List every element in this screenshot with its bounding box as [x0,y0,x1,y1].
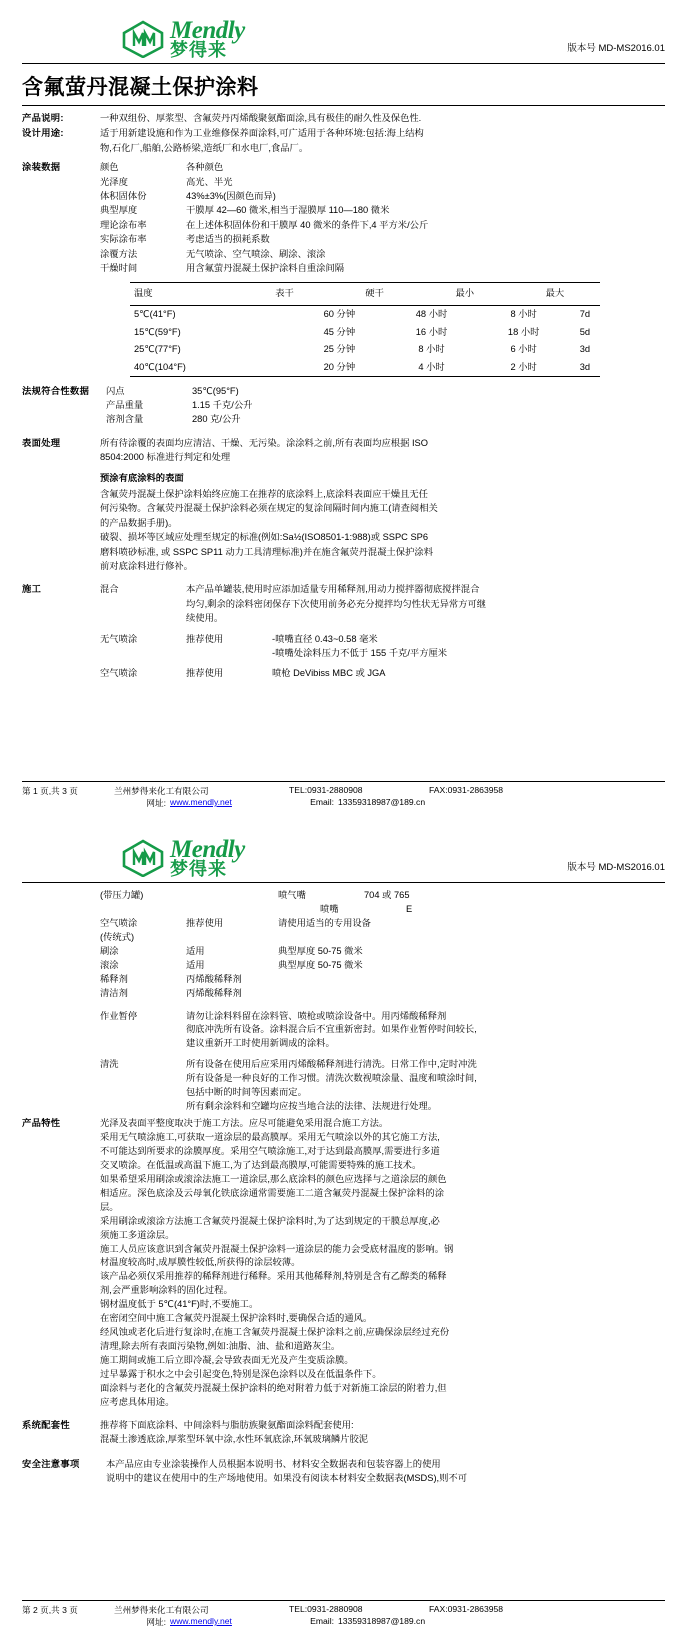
pause-line: 请勿让涂料料留在涂料管、喷枪或喷涂设备中。用丙烯酸稀释剂 [186,1010,447,1021]
properties-line: 该产品必须仅采用推荐的稀释剂进行稀释。采用其他稀释剂,特别是含有乙醇类的稀释 [100,1271,447,1282]
coating-value: 43%±3%(因颜色而异) [186,191,276,202]
cure-cell: 5d [579,326,591,337]
footer-web-label: 网址: [146,1617,166,1627]
product-desc-row [22,111,665,125]
properties-line: 施工人员应该意识到含氟荧丹混凝土保护涂料一道涂层的能力会受底材温度的影响。钢 [100,1243,454,1254]
system-compat-label: 系统配套性 [22,1419,70,1430]
brand-name-cn: 梦得来 [170,40,227,60]
cure-cell: 6 小时 [510,344,537,355]
clean-line: 包括中断的时间等因素而定。 [186,1087,307,1098]
properties-line: 钢材温度低于 5℃(41°F)时,不要施工。 [100,1299,259,1310]
footer-email-label: Email: [310,797,334,807]
system-line: 混凝土渗透底涂,厚浆型环氧中涂,水性环氧底涂,环氧玻璃鳞片胶泥 [100,1433,369,1444]
coating-data-item [100,160,665,174]
coating-value: 考虑适当的损耗系数 [186,234,270,245]
system-compat-text [100,1419,665,1447]
coating-value: 用含氟萤丹混凝土保护涂料自重涂间隔 [186,263,345,274]
coating-key: 颜色 [100,162,119,173]
coating-data-item [100,175,665,189]
page-title: 含氟萤丹混凝土保护涂料 [22,75,259,99]
properties-line: 材温度较高时,成厚膜性较低,所获得的涂层较薄。 [100,1257,301,1268]
footer-fax: FAX:0931-2863958 [429,1604,504,1614]
brand-block [22,837,245,878]
regulatory-item [106,412,665,426]
page2-footer [22,1600,665,1628]
spray-key: (传统式) [100,931,135,942]
cure-cell: 20 分钟 [323,361,356,372]
cure-cell: 3d [579,361,591,372]
spray-recommend: 适用 [186,945,205,956]
work-pause-block [100,1010,665,1052]
coating-key: 理论涂布率 [100,219,147,230]
table-row [100,987,665,1001]
safety-row [22,1458,665,1486]
table-row [130,323,600,340]
coating-data-item [100,247,665,261]
clean-line: 所有设备是一种良好的工作习惯。清洗次数视喷涂量、温度和喷涂时间, [186,1073,477,1084]
regulatory-row [22,384,665,427]
cure-col-temp: 温度 [134,288,153,299]
spray-key: (带压力罐) [100,890,144,900]
properties-line: 须施工多道涂层。 [100,1229,175,1240]
table-row [130,306,600,323]
air-spray-block [100,666,665,680]
coating-value: 无气喷涂、空气喷涂、刷涂、滚涂 [186,248,326,259]
page1-footer [22,781,665,809]
footer-web-url[interactable]: www.mendly.net [170,797,232,807]
surface-prep-text [100,436,665,574]
brand-block [22,18,245,59]
properties-line: 在密闭空间中施工含氟荧丹混凝土保护涂料时,要确保合适的通风。 [100,1313,373,1324]
spray-recommend: 丙烯酸稀释剂 [186,987,242,998]
regulatory-key: 溶剂含量 [106,414,144,425]
design-use-text [100,126,665,155]
cure-cell: 25 分钟 [323,344,356,355]
design-use-row [22,126,665,155]
page1-body [22,111,665,681]
cure-cell: 40℃(104°F) [134,361,186,372]
airless-spray-block [100,632,665,661]
mendly-logo-icon [122,20,164,58]
table-row [100,931,665,945]
properties-line: 不可能达到所要求的涂膜厚度。采用空气喷涂施工,对于达到最高膜厚,需要进行多道 [100,1145,440,1156]
properties-row [22,1117,665,1410]
properties-text [100,1117,665,1410]
spray-key [100,903,186,917]
cure-col-hard: 硬干 [365,288,384,299]
spray-equipment-table [100,889,665,1001]
brand-text [170,18,245,59]
footer-email: 13359318987@189.cn [338,1616,426,1626]
spray-recommend: 推荐使用 [186,917,224,928]
surface-prep-line: 含氟荧丹混凝土保护涂料始终应施工在推荐的底涂料上,底涂料表面应干燥且无任 [100,488,428,499]
header-divider [22,882,665,883]
product-desc-label: 产品说明: [22,113,64,123]
coating-data-item [100,189,665,203]
system-line: 推荐将下面底涂料、中间涂料与脂肪族聚氨酯面涂料配套使用: [100,1419,354,1430]
cure-cell: 45 分钟 [323,326,356,337]
properties-line: 面涂料与老化的含氟荧丹混凝土保护涂料的绝对附着力低于对新施工涂层的附着力,但 [100,1382,447,1393]
clean-value [186,1058,665,1114]
table-row [100,903,665,917]
properties-line: 应考虑具体用途。 [100,1396,175,1407]
mixing-line: 续使用。 [186,613,224,624]
coating-data-item [100,203,665,217]
coating-data-row [22,160,665,275]
table-row [130,341,600,358]
version-label: 版本号 MD-MS2016.01 [567,862,665,873]
mixing-block [100,582,665,625]
cure-cell: 3d [579,344,591,355]
air-line: 喷枪 DeVibiss MBC 或 JGA [272,668,386,679]
coating-data-item [100,218,665,232]
spray-mid: 喷气嘴 [278,890,306,900]
pause-value [186,1010,665,1052]
properties-line: 清理,除去所有表面污染物,例如:油脂、油、盐和道路灰尘。 [100,1341,341,1352]
cure-cell: 4 小时 [418,361,445,372]
coating-key: 实际涂布率 [100,234,147,245]
mixing-line: 本产品单罐装,使用时应添加适量专用稀释剂,用动力搅拌器彻底搅拌混合 [186,584,480,595]
cure-table [130,282,600,376]
properties-line: 采用无气喷涂施工,可获取一道涂层的最高膜厚。采用无气喷涂以外的其它施工方法, [100,1132,440,1142]
brand-name: Mendly [170,17,245,44]
surface-prep-label: 表面处理 [22,437,61,448]
mendly-logo-icon [122,839,164,877]
footer-web-link[interactable] [170,797,290,809]
coating-key: 光泽度 [100,176,128,187]
cure-cell: 8 小时 [418,344,445,355]
regulatory-key: 闪点 [106,385,125,396]
table-row [100,945,665,959]
coating-data-list [100,160,665,275]
clean-line: 所有设备在使用后应采用丙烯酸稀释剂进行清洗。日常工作中,定时冲洗 [186,1059,477,1070]
mixing-value [186,582,665,625]
spray-val: E [406,903,413,914]
air-value [186,666,665,680]
safety-line: 说明中的建议在使用中的生产场地使用。如果没有阅读本材料安全数据表(MSDS),则不可 [106,1472,468,1483]
spray-val: 704 或 765 [364,890,410,900]
safety-text [106,1458,665,1486]
coating-data-label: 涂装数据 [22,162,61,173]
regulatory-value: 280 克/公升 [192,414,241,425]
version-label: 版本号 MD-MS2016.01 [567,43,665,54]
footer-tel: TEL:0931-2880908 [289,785,363,795]
airless-recommend: 推荐使用 [186,633,224,644]
cure-cell: 5℃(41°F) [134,309,176,320]
application-body [100,582,665,680]
properties-line: 剂,会严重影响涂料的固化过程。 [100,1285,233,1296]
properties-label: 产品特性 [22,1118,61,1129]
regulatory-label: 法规符合性数据 [22,385,90,396]
table-row [100,889,665,903]
title-divider [22,105,665,106]
coating-value: 各种颜色 [186,162,224,173]
regulatory-value: 35℃(95°F) [192,385,239,396]
surface-prep-row [22,436,665,574]
page2-header [22,837,665,880]
spray-key: 空气喷涂 [100,917,138,928]
pause-line: 彻底冲洗所有设备。涂料混合后不宜重新密封。如果作业暂停时间较长, [186,1024,477,1035]
coating-value: 干膜厚 42—60 微米,相当于湿膜厚 110—180 微米 [186,205,390,216]
pause-key: 作业暂停 [100,1010,138,1021]
regulatory-item [106,384,665,398]
brand-name: Mendly [170,836,245,863]
system-compat-row [22,1419,665,1447]
document-page-2 [0,819,687,1638]
surface-prep-line: 前对底涂料进行修补。 [100,560,193,571]
spray-key: 刷涂 [100,945,119,956]
clean-line: 所有剩余涂料和空罐均应按当地合法的法律、法规进行处理。 [186,1101,438,1112]
spray-val: 典型厚度 50-75 微米 [278,945,363,956]
header-divider [22,63,665,64]
properties-line: 经风蚀或老化后进行复涂时,在施工含氟荧丹混凝土保护涂料之前,应确保涂层经过充份 [100,1327,450,1338]
page-number: 第 2 页,共 3 页 [22,1605,78,1615]
surface-prep-line: 磨料喷砂标准, 或 SSPC SP11 动力工具清理标准)并在施含氟荧丹混凝土保护涂料 [100,546,433,557]
spray-val: 请使用适当的专用设备 [278,917,371,928]
regulatory-list [106,384,665,427]
cure-col-min: 最小 [455,288,475,299]
cure-cell: 8 小时 [510,309,537,320]
table-row [100,959,665,973]
page-header [22,18,665,61]
properties-line: 如果希望采用刷涂或滚涂法施工一道涂层,那么底涂料的颜色应选择与之道涂层的颜色 [100,1173,447,1184]
coating-value: 高光、半光 [186,176,233,187]
coating-key: 干燥时间 [100,263,138,274]
coating-value: 在上述体积固体份和干膜厚 40 微米的条件下,4 平方米/公斤 [186,219,429,230]
brand-text [170,837,245,878]
airless-line: -喷嘴处涂料压力不低于 155 千克/平方厘米 [272,648,448,658]
cure-cell: 15℃(59°F) [134,326,181,337]
clean-key: 清洗 [100,1059,119,1070]
cure-cell: 16 小时 [415,326,448,337]
coating-data-item [100,261,665,275]
table-row [130,358,600,375]
surface-prep-line: 8504:2000 标准进行判定和处理 [100,452,231,463]
surface-prep-subheading: 预涂有底涂料的表面 [100,472,184,483]
table-row [100,973,665,987]
footer-tel: TEL:0931-2880908 [289,1604,363,1614]
pause-line: 建议重新开工时使用新调成的涂料。 [186,1038,335,1049]
properties-line: 过早暴露于积水之中会引起变色,特别是深色涂料以及在低温条件下。 [100,1368,382,1379]
cleaning-block [100,1058,665,1114]
cure-cell: 48 小时 [415,309,448,320]
cure-cell: 25℃(77°F) [134,344,181,355]
cure-col-max: 最大 [545,288,565,299]
surface-prep-line: 破裂、损坏等区域应处理至规定的标准(例如:Sa½(ISO8501-1:988)或 SSPC SP6 [100,532,429,543]
regulatory-key: 产品重量 [106,399,144,410]
properties-line: 施工期间或施工后立即冷凝,会导致表面无光及产生变质涂膜。 [100,1355,354,1365]
mixing-key: 混合 [100,584,119,595]
spray-recommend: 丙烯酸稀释剂 [186,973,242,984]
spray-val: 典型厚度 50-75 微米 [278,959,363,970]
properties-line: 光泽及表面平整度取决于施工方法。应尽可能避免采用混合施工方法。 [100,1118,389,1129]
application-row [22,582,665,680]
coating-key: 体积固体份 [100,191,147,202]
cure-cell: 60 分钟 [323,309,356,320]
air-key: 空气喷涂 [100,668,138,679]
properties-line: 相适应。深色底涂及云母氧化铁底涂通常需要施工二道含氟荧丹混凝土保护涂料的涂 [100,1187,444,1198]
coating-key: 典型厚度 [100,205,138,216]
regulatory-item [106,398,665,412]
cure-col-touch: 表干 [275,288,294,299]
spray-key: 清洁剂 [100,987,128,998]
table-row [100,917,665,931]
airless-line: -喷嘴直径 0.43~0.58 毫米 [272,633,378,644]
spray-mid: 喷嘴 [320,903,339,914]
surface-prep-line: 的产品数据手册)。 [100,517,178,528]
surface-prep-line: 所有待涂覆的表面均应清洁、干燥、无污染。涂涂料之前,所有表面均应根据 ISO [100,437,428,448]
cure-cell: 18 小时 [507,326,540,337]
brand-name-cn: 梦得来 [170,859,227,879]
footer-email-label: Email: [310,1616,334,1626]
design-use-line2: 物,石化厂,船舶,公路桥梁,造纸厂和水电厂,食品厂。 [100,142,309,153]
surface-prep-line: 何污染物。含氟荧丹混凝土保护涂料必须在规定的复涂间隔时间内施工(请查阅相关 [100,503,438,514]
footer-web-link[interactable] [170,1616,290,1628]
spray-key: 滚涂 [100,959,119,970]
design-use-label: 设计用途: [22,128,64,139]
design-use-line1: 适于用新建设施和作为工业维修保养面涂料,可广适用于各种环境:包括:海上结构 [100,128,424,139]
spray-key: 稀释剂 [100,973,128,984]
safety-line: 本产品应由专业涂装操作人员根据本说明书、材料安全数据表和包装容器上的使用 [106,1458,441,1469]
cure-table-header-row [130,283,600,304]
airless-key: 无气喷涂 [100,633,138,644]
mixing-line: 均匀,剩余的涂料密闭保存下次使用前务必充分搅拌均匀性状无异常方可继 [186,598,487,609]
regulatory-value: 1.15 千克/公升 [192,399,253,410]
air-recommend: 推荐使用 [186,668,224,679]
footer-web-url[interactable]: www.mendly.net [170,1616,232,1626]
spray-recommend [186,931,278,945]
coating-key: 涂覆方法 [100,248,138,259]
product-desc-text: 一种双组份、厚浆型、含氟荧丹丙烯酸聚氨酯面涂,具有极佳的耐久性及保色性. [100,113,422,123]
footer-fax: FAX:0931-2863958 [429,785,504,795]
coating-data-item [100,232,665,246]
application-label: 施工 [22,584,42,595]
airless-value [186,632,665,661]
footer-web-label: 网址: [146,798,166,808]
footer-email: 13359318987@189.cn [338,797,426,807]
cure-cell: 7d [579,309,591,320]
properties-line: 交叉喷涂。在低温或高温下施工,为了达到最高膜厚,可能需要特殊的施工技术。 [100,1159,422,1170]
properties-line: 层。 [100,1201,119,1212]
page-number: 第 1 页,共 3 页 [22,786,78,796]
safety-label: 安全注意事项 [22,1458,80,1469]
page2-body [22,889,665,1486]
footer-company: 兰州梦得来化工有限公司 [114,786,209,796]
footer-company: 兰州梦得来化工有限公司 [114,1605,209,1615]
spray-recommend: 适用 [186,959,205,970]
properties-line: 采用刷涂或滚涂方法施工含氟荧丹混凝土保护涂料时,为了达到规定的干膜总厚度,必 [100,1215,440,1226]
cure-cell: 2 小时 [510,361,537,372]
